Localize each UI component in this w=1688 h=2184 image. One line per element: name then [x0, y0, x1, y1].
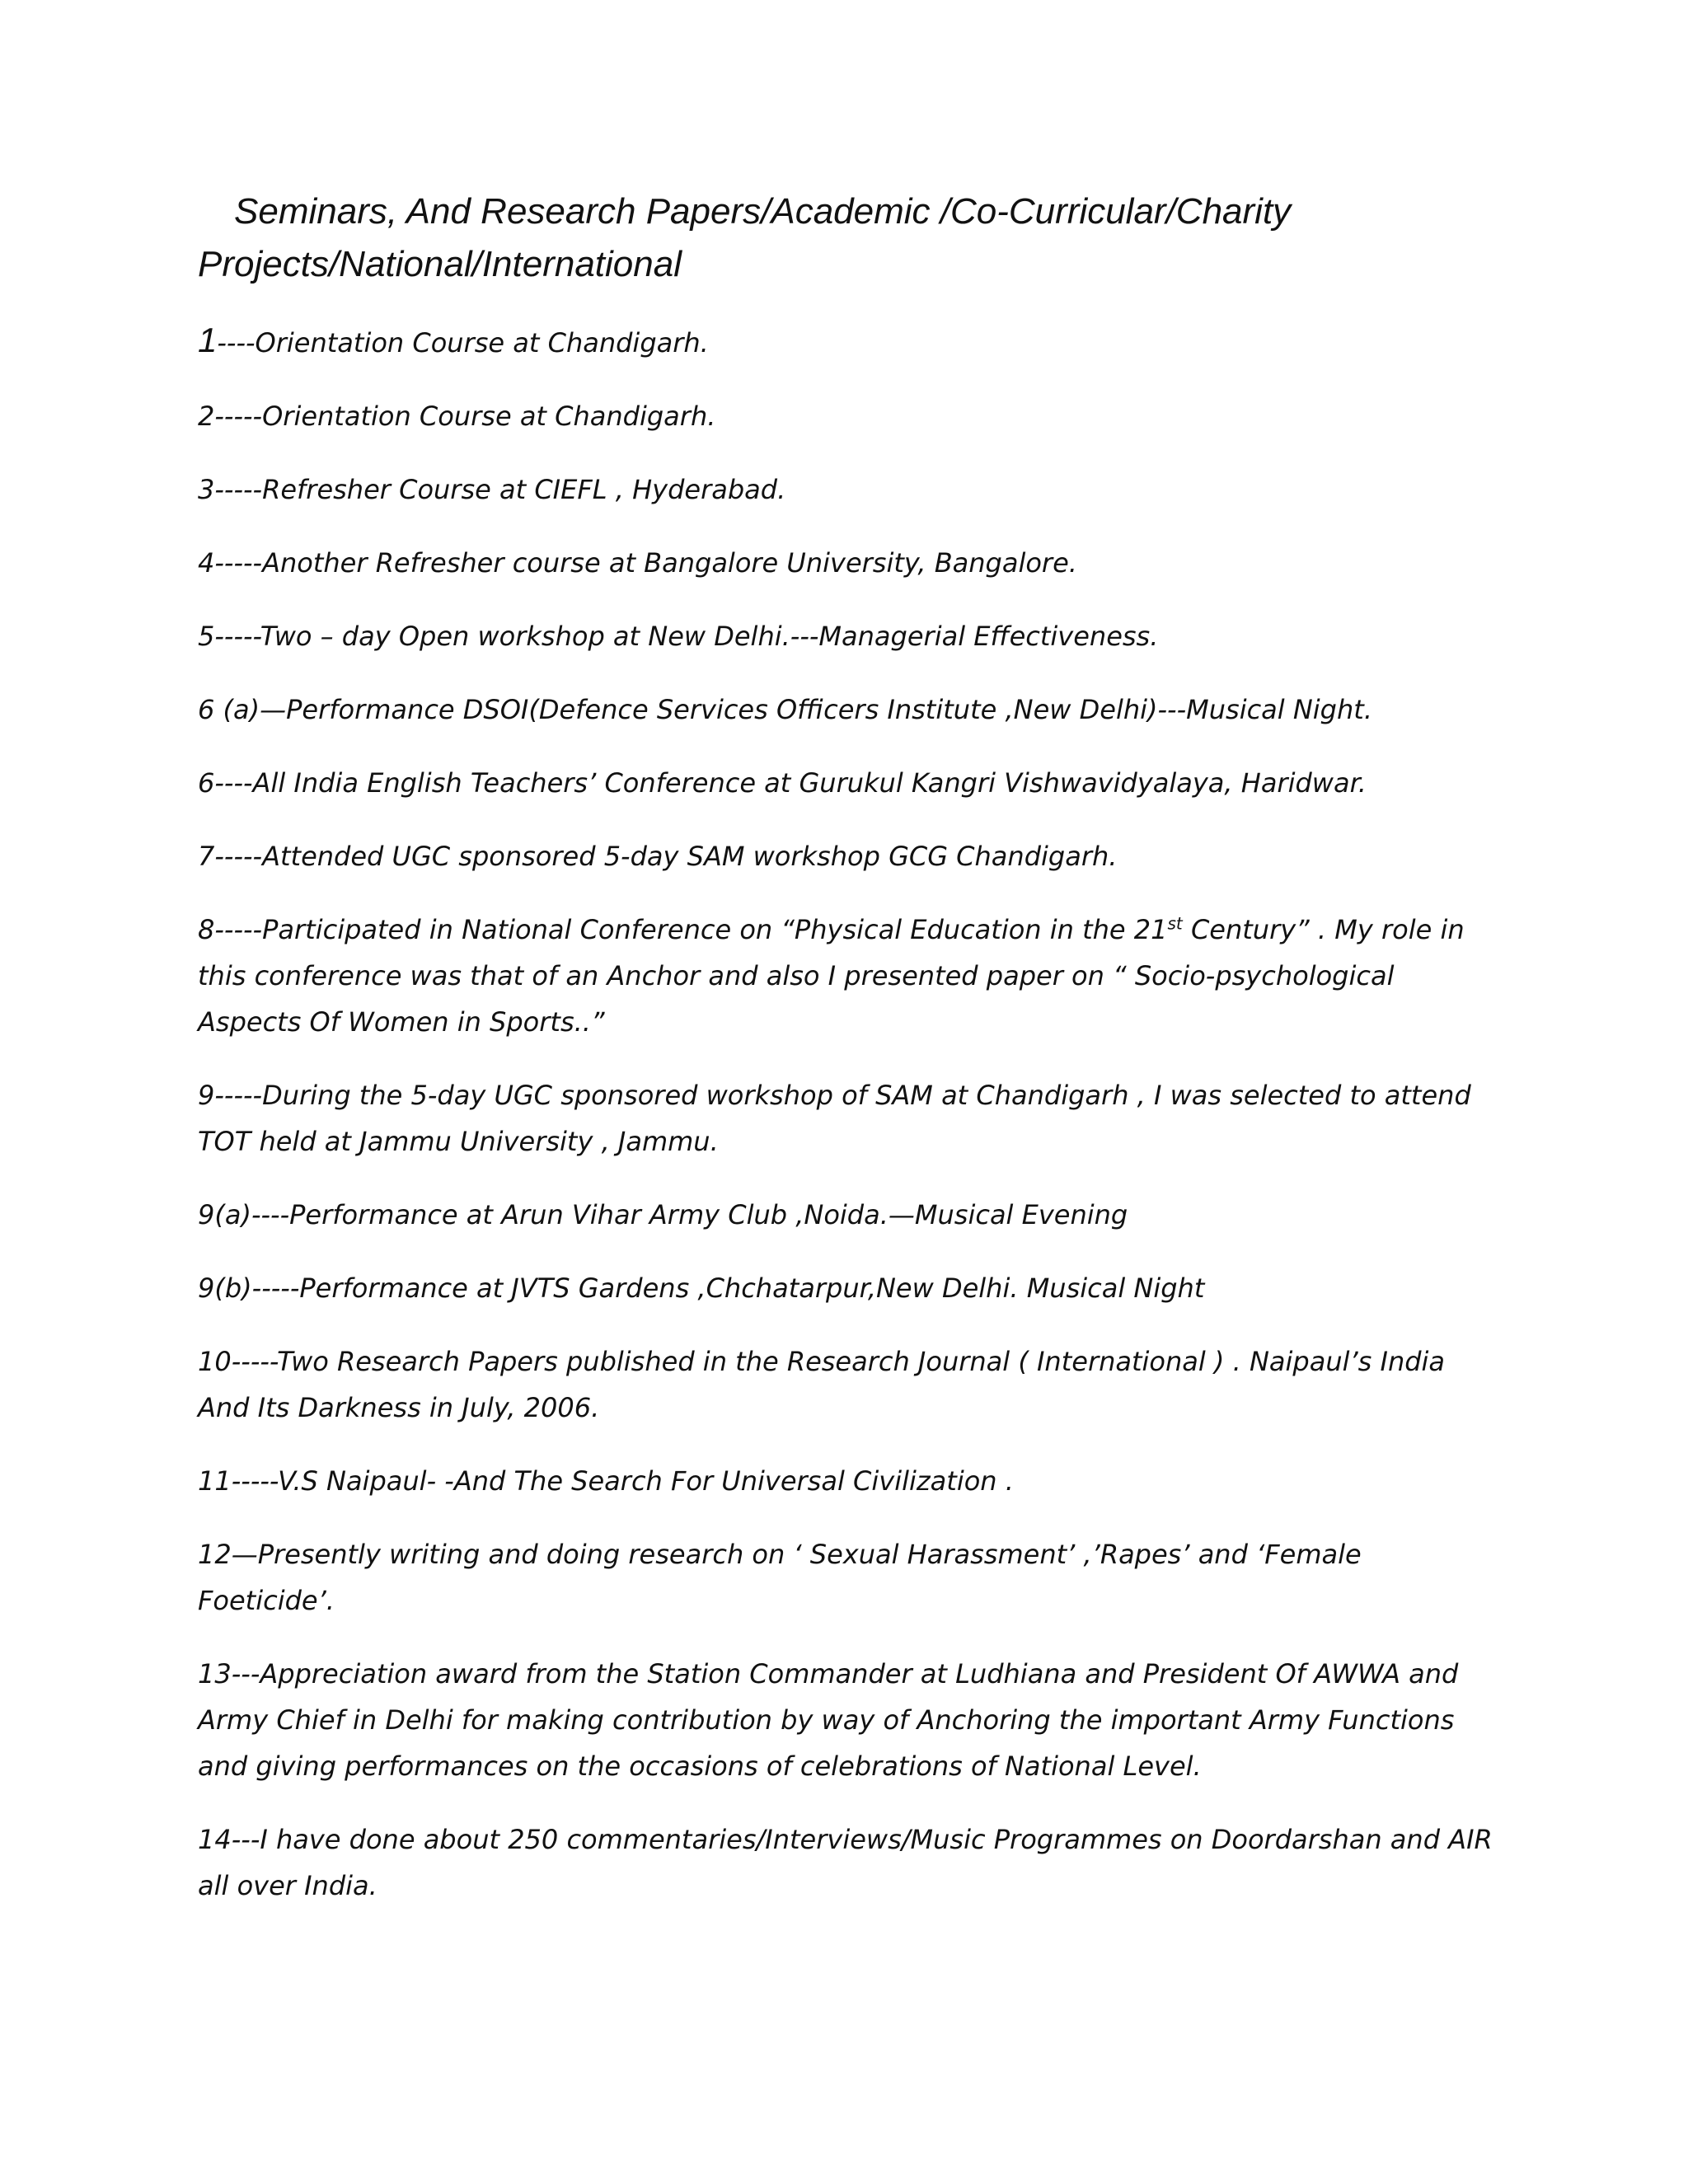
item-number-large: 1 — [198, 321, 218, 359]
list-item-10: 10-----Two Research Papers published in the Research Journal ( International ) . Naipaul’s India And Its Darkness in July, 2006. — [198, 1346, 1446, 1423]
list-item-3: 3-----Refresher Course at CIEFL , Hyderabad. — [198, 474, 786, 505]
list-item-8 — [198, 907, 1500, 1045]
list-item-2: 2-----Orientation Course at Chandigarh. — [198, 401, 716, 432]
ordinal-superscript: st — [1167, 913, 1183, 934]
item-text-part-b: Century” . My role in this conference was that of an Anchor and also I presented paper on “ Socio-psychological Aspects Of Women in Sports..” — [198, 914, 1465, 1038]
title-line-1: Seminars, And Research Papers/Academic /Co-Curricular/Charity — [234, 191, 1292, 232]
list-item-9a: 9(a)----Performance at Arun Vihar Army Club ,Noida.—Musical Evening — [198, 1199, 1128, 1230]
list-item-14: 14---I have done about 250 commentaries/Interviews/Music Programmes on Doordarshan and AIR all over India. — [198, 1824, 1493, 1901]
list-item-13: 13---Appreciation award from the Station Commander at Ludhiana and President Of AWWA and Army Chief in Delhi for making contribution by way of Anchoring the important Army Functions and giving performances on the occasions of celebrations of National Level. — [198, 1658, 1459, 1782]
title-line-2: Projects/National/International — [198, 244, 682, 284]
item-text: ----Orientation Course at Chandigarh. — [217, 327, 709, 359]
list-item-7: 7-----Attended UGC sponsored 5-day SAM workshop GCG Chandigarh. — [198, 841, 1118, 872]
document-title — [198, 185, 1500, 291]
list-item-12: 12—Presently writing and doing research on ‘ Sexual Harassment’ ,’Rapes’ and ‘Female Foeticide’. — [198, 1539, 1362, 1616]
list-item-11: 11-----V.S Naipaul- -And The Search For Universal Civilization . — [198, 1465, 1014, 1497]
list-item-1 — [198, 317, 1500, 366]
list-item-6a: 6 (a)—Performance DSOI(Defence Services Officers Institute ,New Delhi)---Musical Night. — [198, 694, 1372, 725]
item-text-part-a: 8-----Participated in National Conference on “Physical Education in the 21 — [198, 914, 1168, 945]
list-item-5: 5-----Two – day Open workshop at New Delhi.---Managerial Effectiveness. — [198, 621, 1159, 652]
list-item-9: 9-----During the 5-day UGC sponsored workshop of SAM at Chandigarh , I was selected to attend TOT held at Jammu University , Jammu. — [198, 1080, 1471, 1157]
document-page — [198, 185, 1500, 1936]
list-item-6: 6----All India English Teachers’ Conference at Gurukul Kangri Vishwavidyalaya, Haridwar. — [198, 767, 1367, 799]
list-item-4: 4-----Another Refresher course at Bangalore University, Bangalore. — [198, 547, 1077, 579]
list-item-9b: 9(b)-----Performance at JVTS Gardens ,Chchatarpur,New Delhi. Musical Night — [198, 1272, 1205, 1304]
